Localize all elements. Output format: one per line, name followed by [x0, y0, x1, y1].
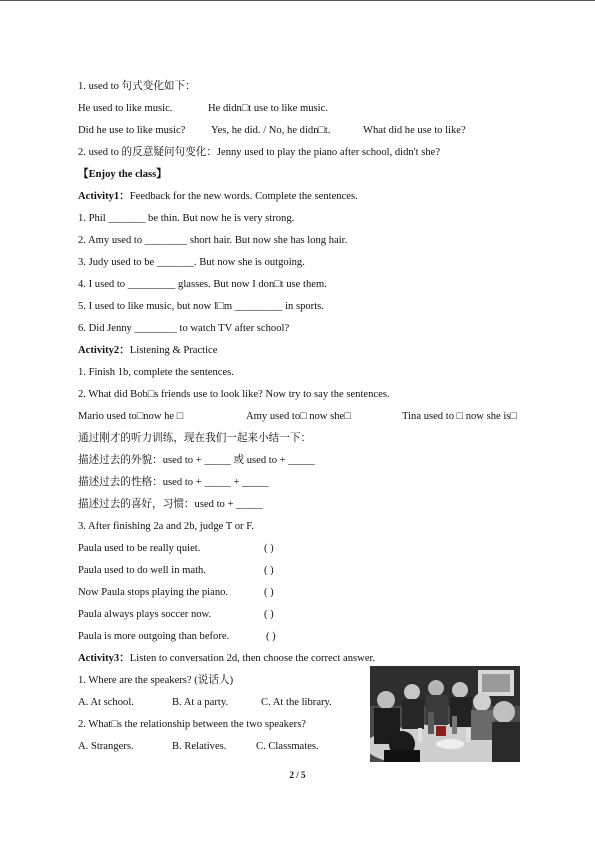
people-row — [78, 410, 543, 424]
section-heading: 【Enjoy the class】 — [78, 169, 167, 180]
activity2-heading — [78, 344, 217, 358]
activity1-heading — [78, 190, 358, 204]
person-mario: Mario used to□now he □ — [78, 411, 184, 422]
example-negative: He didn□t use to like music. — [208, 103, 328, 114]
party-photo-illustration — [370, 666, 520, 762]
tf-row — [78, 630, 298, 644]
tf-answer-blank[interactable]: ( ) — [266, 631, 276, 642]
activity1-text: Feedback for the new words. Complete the sentences. — [129, 191, 358, 202]
exercise-item: 4. I used to _________ glasses. But now I don□t use them. — [78, 279, 327, 290]
tf-statement: Paula used to be really quiet. — [78, 543, 201, 554]
summary-line: 描述过去的性格：used to + _____ + _____ — [78, 477, 269, 488]
activity2-label: Activity2： — [78, 345, 130, 356]
exercise-item: 5. I used to like music, but now I□m _________ in sports. — [78, 301, 324, 312]
option-c[interactable]: C. At the library. — [261, 697, 332, 708]
exercise-item: 3. Judy used to be _______. But now she is outgoing. — [78, 257, 305, 268]
page-top-border — [0, 0, 595, 1]
party-photo — [370, 666, 520, 762]
option-b[interactable]: B. Relatives. — [172, 741, 227, 752]
activity3-label: Activity3： — [78, 653, 130, 664]
tf-row — [78, 542, 298, 556]
tf-statement: Paula always plays soccer now. — [78, 609, 212, 620]
example-wh-question: What did he use to like? — [363, 125, 466, 136]
tf-statement: Paula used to do well in math. — [78, 565, 206, 576]
activity2-text: Listening & Practice — [129, 345, 218, 356]
question-2: 2. What□s the relationship between the two speakers? — [78, 719, 307, 730]
question-1-options — [78, 696, 358, 710]
summary-intro: 通过刚才的听力训练，现在我们一起来小结一下： — [78, 433, 312, 444]
instruction: 2. What did Bob□s friends use to look like? Now try to say the sentences. — [78, 389, 390, 400]
page-number: 2 / 5 — [289, 770, 306, 780]
option-c[interactable]: C. Classmates. — [256, 741, 319, 752]
tf-answer-blank[interactable]: ( ) — [264, 587, 274, 598]
question-2-options — [78, 740, 338, 754]
option-a[interactable]: A. Strangers. — [78, 741, 134, 752]
tf-row — [78, 586, 298, 600]
person-tina: Tina used to □ now she is□ — [402, 411, 517, 422]
tf-statement: Paula is more outgoing than before. — [78, 631, 230, 642]
exercise-item: 1. Phil _______ be thin. But now he is very strong. — [78, 213, 295, 224]
tf-row — [78, 564, 298, 578]
example-short-answers: Yes, he did. / No, he didn□t. — [211, 125, 331, 136]
example-row-1 — [78, 102, 518, 116]
person-amy: Amy used to□ now she□ — [246, 411, 351, 422]
option-a[interactable]: A. At school. — [78, 697, 134, 708]
option-b[interactable]: B. At a party. — [172, 697, 229, 708]
tf-statement: Now Paula stops playing the piano. — [78, 587, 229, 598]
activity1-label: Activity1： — [78, 191, 130, 202]
example-row-2 — [78, 124, 498, 138]
activity3-heading — [78, 652, 375, 666]
tf-answer-blank[interactable]: ( ) — [264, 543, 274, 554]
instruction: 1. Finish 1b, complete the sentences. — [78, 367, 234, 378]
tf-answer-blank[interactable]: ( ) — [264, 565, 274, 576]
example-positive: He used to like music. — [78, 103, 173, 114]
tf-answer-blank[interactable]: ( ) — [264, 609, 274, 620]
activity3-text: Listen to conversation 2d, then choose the correct answer. — [129, 653, 376, 664]
instruction: 3. After finishing 2a and 2b, judge T or F. — [78, 521, 254, 532]
note-heading: 1. used to 句式变化如下： — [78, 81, 196, 92]
exercise-item: 6. Did Jenny ________ to watch TV after school? — [78, 323, 290, 334]
tag-question-note: 2. used to 的反意疑问句变化：Jenny used to play the piano after school, didn't she? — [78, 147, 441, 158]
question-1: 1. Where are the speakers? (说话人) — [78, 675, 234, 686]
summary-line: 描述过去的喜好，习惯：used to + _____ — [78, 499, 263, 510]
exercise-item: 2. Amy used to ________ short hair. But now she has long hair. — [78, 235, 348, 246]
tf-row — [78, 608, 298, 622]
summary-line: 描述过去的外貌：used to + _____ 或 used to + _____ — [78, 455, 315, 466]
example-question: Did he use to like music? — [78, 125, 186, 136]
